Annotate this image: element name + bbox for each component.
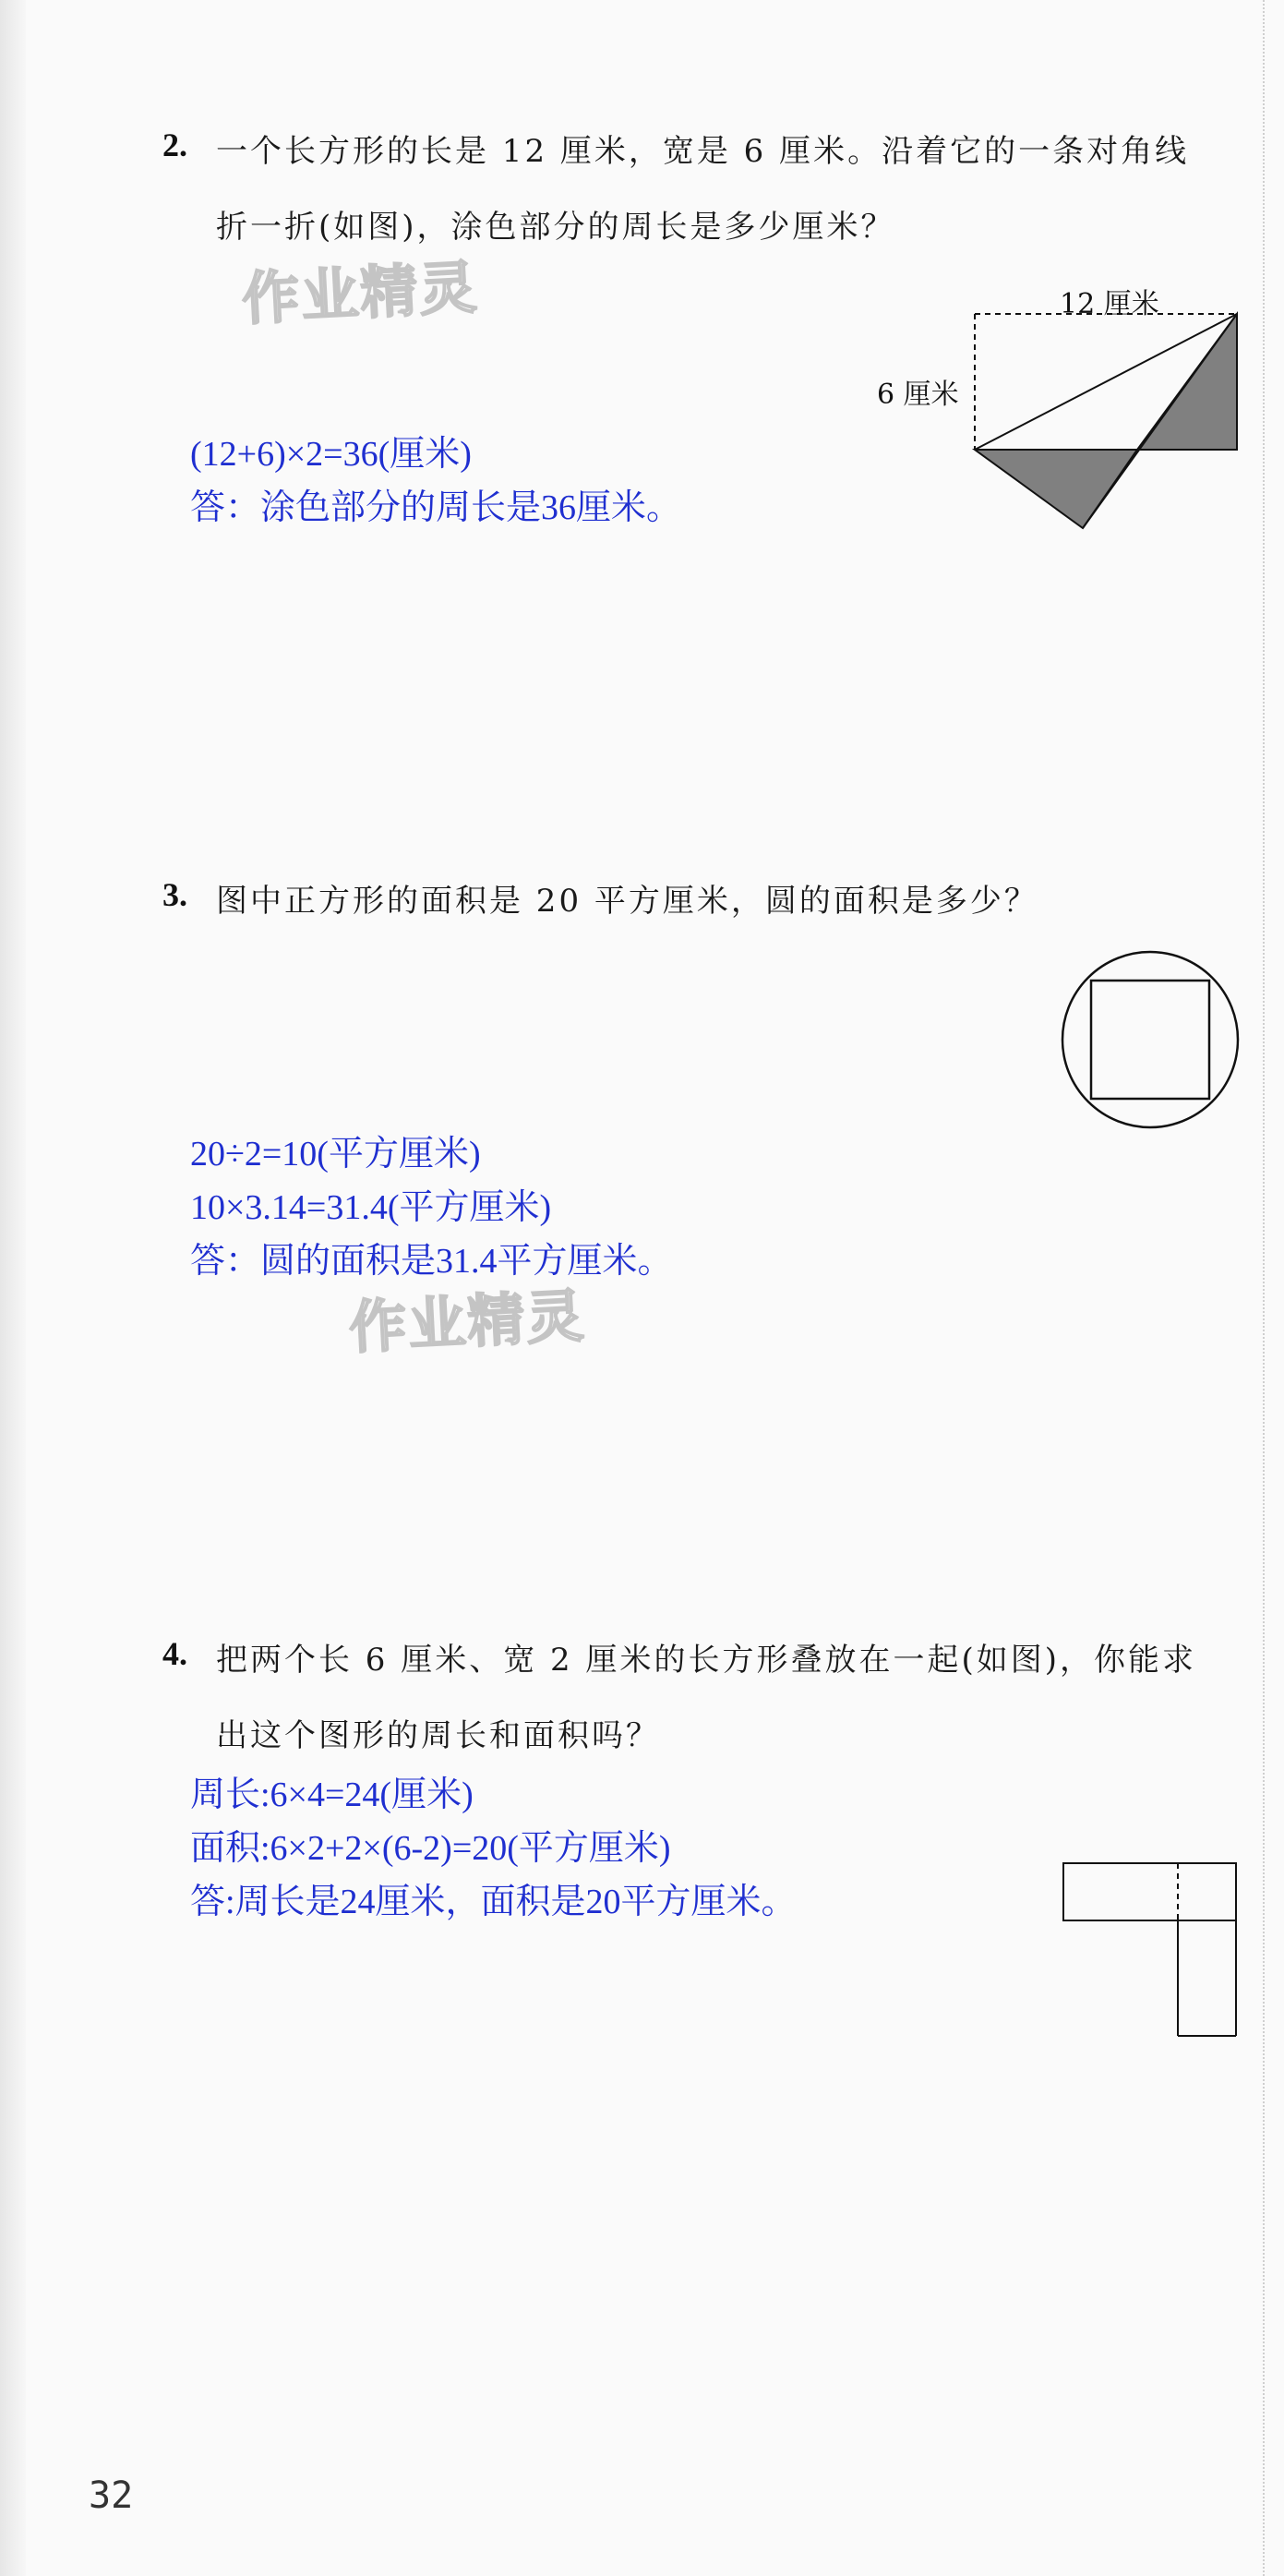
answer-4-line-1: 周长:6×4=24(厘米) — [190, 1776, 474, 1814]
overlapping-rectangles-figure — [1062, 1861, 1246, 2046]
figure-length-label: 12 厘米 — [1060, 288, 1159, 320]
answer-2-line-1: (12+6)×2=36(厘米) — [190, 435, 472, 474]
question-2-line-2: 折一折(如图)，涂色部分的周长是多少厘米？ — [216, 209, 895, 246]
question-4-line-1: 把两个长 6 厘米、宽 2 厘米的长方形叠放在一起(如图)，你能求 — [216, 1642, 1197, 1679]
answer-3-line-2: 10×3.14=31.4(平方厘米) — [190, 1188, 552, 1227]
answer-4-line-2: 面积:6×2+2×(6-2)=20(平方厘米) — [190, 1829, 671, 1868]
answer-4-line-3: 答:周长是24厘米，面积是20平方厘米。 — [190, 1883, 797, 1921]
outer-circle — [1062, 952, 1238, 1127]
page-number: 32 — [89, 2474, 134, 2517]
question-2-number: 2. — [162, 126, 187, 163]
watermark: 作业精灵 — [240, 253, 481, 333]
question-2-line-1: 一个长方形的长是 12 厘米，宽是 6 厘米。沿着它的一条对角线 — [216, 133, 1190, 170]
figure-width-label: 6 厘米 — [877, 379, 959, 411]
question-3-number: 3. — [162, 876, 187, 913]
inscribed-square — [1091, 981, 1209, 1099]
question-3-line-1: 图中正方形的面积是 20 平方厘米，圆的面积是多少？ — [216, 883, 1038, 920]
margin-rule — [1263, 0, 1265, 2576]
folded-rectangle-figure — [969, 314, 1246, 536]
shaded-triangle-bottom — [975, 450, 1137, 528]
answer-3-line-1: 20÷2=10(平方厘米) — [190, 1135, 481, 1174]
question-4-number: 4. — [162, 1635, 187, 1672]
answer-3-line-3: 答：圆的面积是31.4平方厘米。 — [190, 1242, 673, 1281]
horizontal-rectangle — [1063, 1863, 1236, 1920]
watermark: 作业精灵 — [347, 1282, 588, 1362]
page-edge-shadow — [0, 0, 26, 2576]
circle-square-figure — [1062, 951, 1246, 1136]
answer-2-line-2: 答：涂色部分的周长是36厘米。 — [190, 488, 682, 527]
question-4-line-2: 出这个图形的周长和面积吗？ — [216, 1717, 660, 1754]
